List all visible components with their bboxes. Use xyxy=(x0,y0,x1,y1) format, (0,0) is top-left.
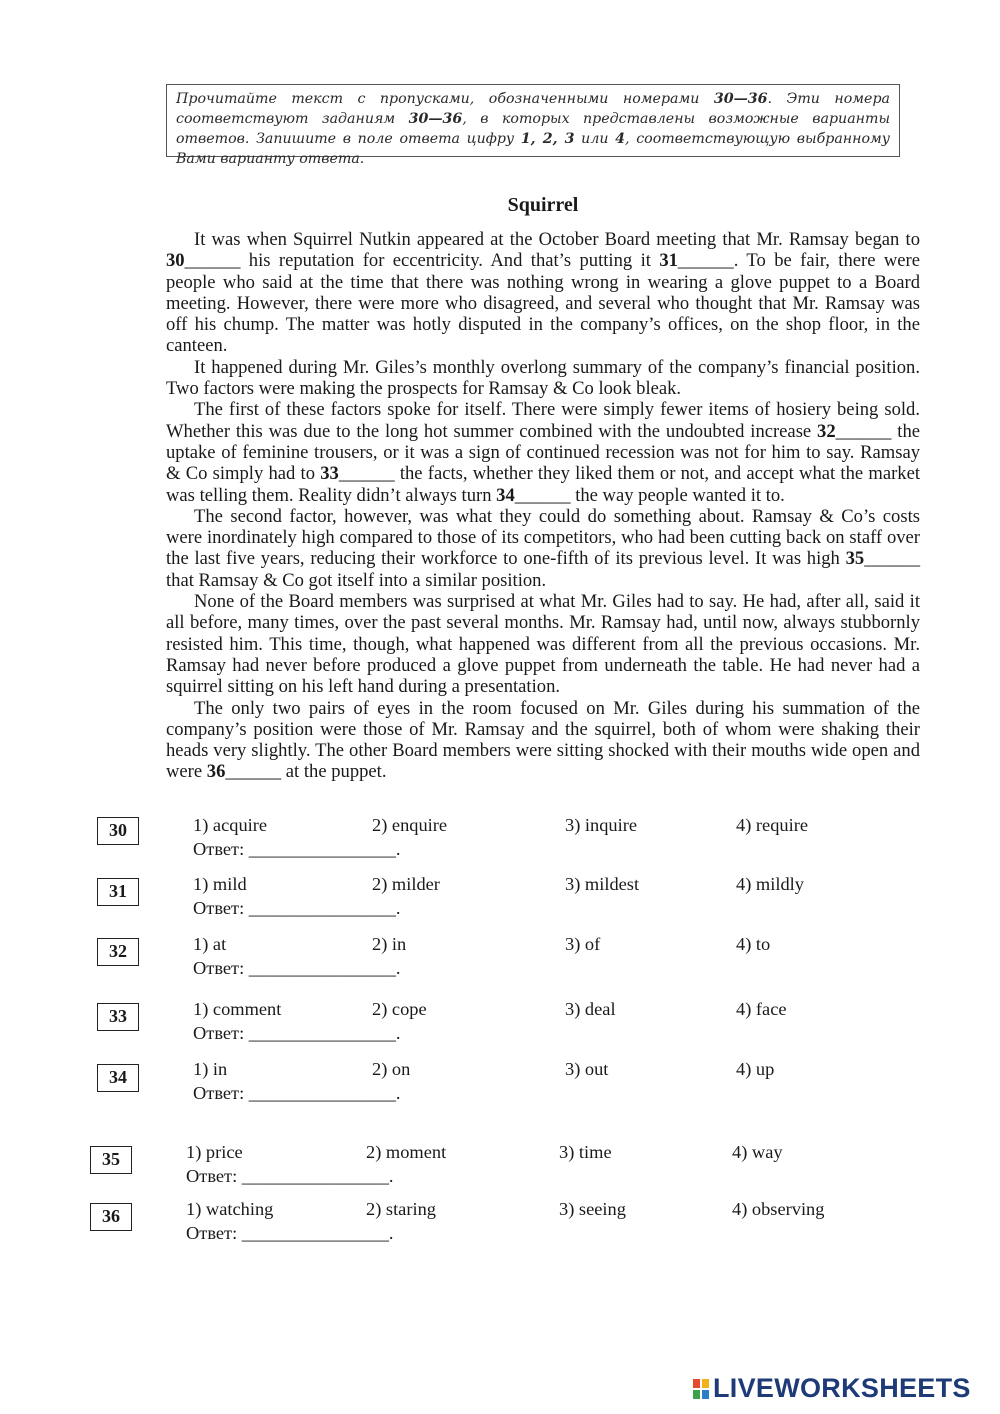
text-fragment: ______ at the puppet. xyxy=(225,761,387,783)
option-4[interactable]: 4) observing xyxy=(732,1199,825,1219)
logo-square xyxy=(702,1390,709,1399)
answer-field[interactable]: Ответ: ________________. xyxy=(186,1223,394,1243)
reading-text xyxy=(166,229,920,783)
option-2[interactable]: 2) moment xyxy=(366,1142,447,1162)
answer-field[interactable]: Ответ: ________________. xyxy=(193,1023,401,1043)
gap-number: 36 xyxy=(206,761,226,783)
paragraph xyxy=(166,698,920,783)
answer-field[interactable]: Ответ: ________________. xyxy=(193,958,401,978)
option-1[interactable]: 1) mild xyxy=(193,874,247,894)
instructions-box xyxy=(166,84,900,167)
text-fragment: ______ that Ramsay & Co got itself into a similar position. xyxy=(166,548,920,591)
paragraph: It happened during Mr. Giles’s monthly overlong summary of the company’s financial position. Two factors were making the prospects for Ramsay & Co look bleak. xyxy=(166,356,920,400)
logo-square xyxy=(693,1390,700,1399)
option-2[interactable]: 2) milder xyxy=(372,874,440,894)
option-2[interactable]: 2) staring xyxy=(366,1199,436,1219)
option-1[interactable]: 1) price xyxy=(186,1142,243,1162)
option-1[interactable]: 1) at xyxy=(193,934,227,954)
logo-square xyxy=(702,1379,709,1388)
instructions-text: или xyxy=(574,131,616,147)
option-3[interactable]: 3) seeing xyxy=(559,1199,626,1219)
paragraph: None of the Board members was surprised at what Mr. Giles had to say. He had, after all, said it all before, many times, over the past several months. Mr. Ramsay had, until now, always stubbornly resisted him. This time, though, what happened was different from all the previous occasions. Mr. Ramsay had never before produced a glove puppet from underneath the table. He had never had a squirrel sitting on his left hand during a presentation. xyxy=(166,591,920,698)
text-fragment: ______ his reputation for eccentricity. And that’s putting it xyxy=(184,250,660,272)
instructions-text: . Эти номера соответствуют заданиям xyxy=(176,91,890,127)
option-3[interactable]: 3) inquire xyxy=(565,815,638,835)
task-33 xyxy=(0,999,1000,1043)
task-number: 34 xyxy=(97,1064,139,1092)
option-4[interactable]: 4) way xyxy=(732,1142,783,1162)
text-fragment: ______. To be fair, there were people who said at the time that there was nothing wrong in wearing a glove puppet to a Board meeting. However, there were more who disagreed, and several who thought that Mr. Ramsay was off his chump. The matter was hotly disputed in the company’s offices, on the shop floor, in the canteen. xyxy=(166,250,920,357)
text-fragment: ______ the facts, whether they liked them or not, and accept what the market was telling them. Reality didn’t always turn xyxy=(166,463,920,506)
answer-field[interactable]: Ответ: ________________. xyxy=(193,898,401,918)
logo-text: LIVEWORKSHEETS xyxy=(713,1373,971,1403)
text-fragment: ______ the uptake of feminine trousers, or it was a sign of continued recession was not for him to say. Ramsay & Co simply had to xyxy=(166,420,920,485)
gap-number: 34 xyxy=(496,484,515,506)
task-36 xyxy=(0,1199,1000,1243)
option-1[interactable]: 1) in xyxy=(193,1059,228,1079)
instructions-text: Прочитайте текст с пропусками, обозначенными номерами xyxy=(176,91,714,107)
answer-field[interactable]: Ответ: ________________. xyxy=(186,1166,394,1186)
instructions-text: , соответствующую выбранному Вами варианту ответа. xyxy=(176,131,891,167)
option-4[interactable]: 4) require xyxy=(736,815,808,835)
gap-number: 30 xyxy=(166,250,185,272)
option-4[interactable]: 4) to xyxy=(736,934,771,954)
logo-icon xyxy=(693,1379,709,1399)
gap-number: 32 xyxy=(817,420,836,442)
text-fragment: ______ the way people wanted it to. xyxy=(514,484,785,506)
gap-number: 35 xyxy=(845,548,865,570)
instructions-range: 30—36 xyxy=(713,91,768,107)
paragraph xyxy=(166,399,920,505)
instructions-text: , в которых представлены возможные варианты ответов. Запишите в поле ответа цифру xyxy=(176,111,891,147)
task-32 xyxy=(0,934,1000,978)
task-number: 35 xyxy=(90,1146,132,1174)
option-1[interactable]: 1) comment xyxy=(193,999,282,1019)
text-fragment: It was when Squirrel Nutkin appeared at the October Board meeting that Mr. Ramsay began to xyxy=(194,229,920,250)
option-3[interactable]: 3) mildest xyxy=(565,874,640,894)
gap-number: 31 xyxy=(659,250,678,272)
task-number: 30 xyxy=(97,817,139,845)
task-35 xyxy=(0,1142,1000,1186)
task-number: 32 xyxy=(97,938,139,966)
option-2[interactable]: 2) on xyxy=(372,1059,411,1079)
option-4[interactable]: 4) up xyxy=(736,1059,775,1079)
task-number: 33 xyxy=(97,1003,139,1031)
gap-number: 33 xyxy=(320,463,339,485)
option-1[interactable]: 1) watching xyxy=(186,1199,274,1219)
option-4[interactable]: 4) face xyxy=(736,999,787,1019)
logo-square xyxy=(693,1379,700,1388)
task-30 xyxy=(0,815,1000,859)
text-title: Squirrel xyxy=(507,194,579,216)
task-34 xyxy=(0,1059,1000,1103)
option-3[interactable]: 3) deal xyxy=(565,999,616,1019)
option-4[interactable]: 4) mildly xyxy=(736,874,804,894)
paragraph xyxy=(166,229,920,357)
option-3[interactable]: 3) of xyxy=(565,934,601,954)
option-3[interactable]: 3) out xyxy=(565,1059,609,1079)
paragraph xyxy=(166,506,920,591)
text-fragment: The only two pairs of eyes in the room focused on Mr. Giles during his summation of the company’s position were those of Mr. Ramsay and the squirrel, both of whom were shaking their heads very slightly. The other Board members were sitting shocked with their mouths wide open and were xyxy=(166,697,920,783)
option-2[interactable]: 2) in xyxy=(372,934,407,954)
answer-field[interactable]: Ответ: ________________. xyxy=(193,839,401,859)
option-1[interactable]: 1) acquire xyxy=(193,815,268,835)
option-2[interactable]: 2) cope xyxy=(372,999,427,1019)
task-number: 31 xyxy=(97,878,139,906)
answer-field[interactable]: Ответ: ________________. xyxy=(193,1083,401,1103)
text-fragment: The first of these factors spoke for itself. There were simply fewer items of hosiery being sold. Whether this was due to the long hot summer combined with the undoubted increase xyxy=(166,399,920,442)
instructions-digits: 4 xyxy=(615,131,626,147)
instructions-range: 30—36 xyxy=(408,111,463,127)
option-3[interactable]: 3) time xyxy=(559,1142,612,1162)
text-fragment: The second factor, however, was what they could do something about. Ramsay & Co’s costs were inordinately high compared to those of its competitors, who had been cutting back on staff over the last five years, reducing their workforce to one-fifth of its previous level. It was high xyxy=(166,505,920,570)
task-31 xyxy=(0,874,1000,918)
liveworksheets-logo xyxy=(693,1373,971,1404)
instructions-digits: 1, 2, 3 xyxy=(520,131,575,147)
option-2[interactable]: 2) enquire xyxy=(372,815,448,835)
task-number: 36 xyxy=(90,1203,132,1231)
